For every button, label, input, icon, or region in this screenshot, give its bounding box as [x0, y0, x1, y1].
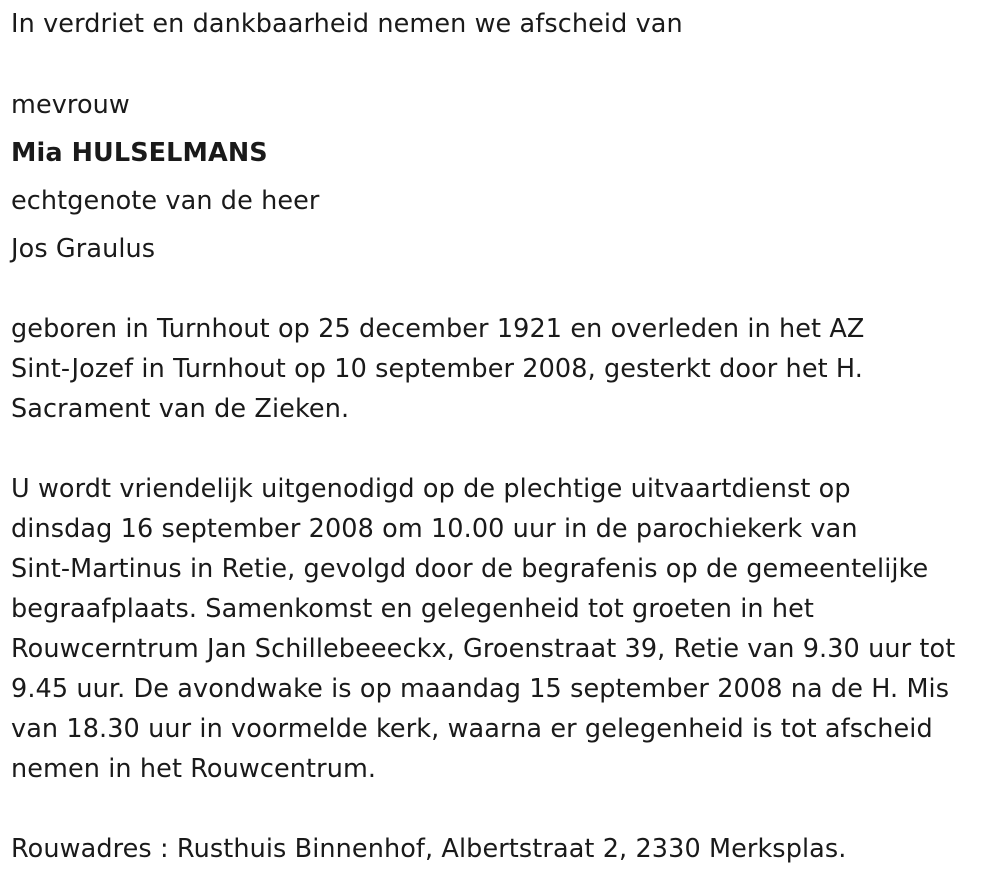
ceremony-line: nemen in het Rouwcentrum.	[11, 754, 377, 784]
ceremony-line: van 18.30 uur in voormelde kerk, waarna er gelegenheid is tot afscheid	[11, 714, 933, 744]
spouse-name: Jos Graulus	[11, 234, 156, 264]
deceased-name: Mia HULSELMANS	[11, 138, 268, 168]
ceremony-line: Rouwcerntrum Jan Schillebeeeckx, Groenstraat 39, Retie van 9.30 uur tot	[11, 634, 956, 664]
ceremony-line: Sint-Martinus in Retie, gevolgd door de begrafenis op de gemeentelijke	[11, 554, 929, 584]
birth-death-line: geboren in Turnhout op 25 december 1921 en overleden in het AZ	[11, 314, 865, 344]
honorific: mevrouw	[11, 90, 130, 120]
birth-death-line: Sacrament van de Zieken.	[11, 394, 350, 424]
ceremony-line: dinsdag 16 september 2008 om 10.00 uur in de parochiekerk van	[11, 514, 858, 544]
ceremony-line: 9.45 uur. De avondwake is op maandag 15 september 2008 na de H. Mis	[11, 674, 950, 704]
ceremony-line: U wordt vriendelijk uitgenodigd op de plechtige uitvaartdienst op	[11, 474, 851, 504]
birth-death-line: Sint-Jozef in Turnhout op 10 september 2008, gesterkt door het H.	[11, 354, 863, 384]
mourning-address: Rouwadres : Rusthuis Binnenhof, Albertstraat 2, 2330 Merksplas.	[11, 834, 847, 864]
ceremony-line: begraafplaats. Samenkomst en gelegenheid tot groeten in het	[11, 594, 815, 624]
intro-text: In verdriet en dankbaarheid nemen we afscheid van	[11, 9, 683, 39]
relation-text: echtgenote van de heer	[11, 186, 320, 216]
